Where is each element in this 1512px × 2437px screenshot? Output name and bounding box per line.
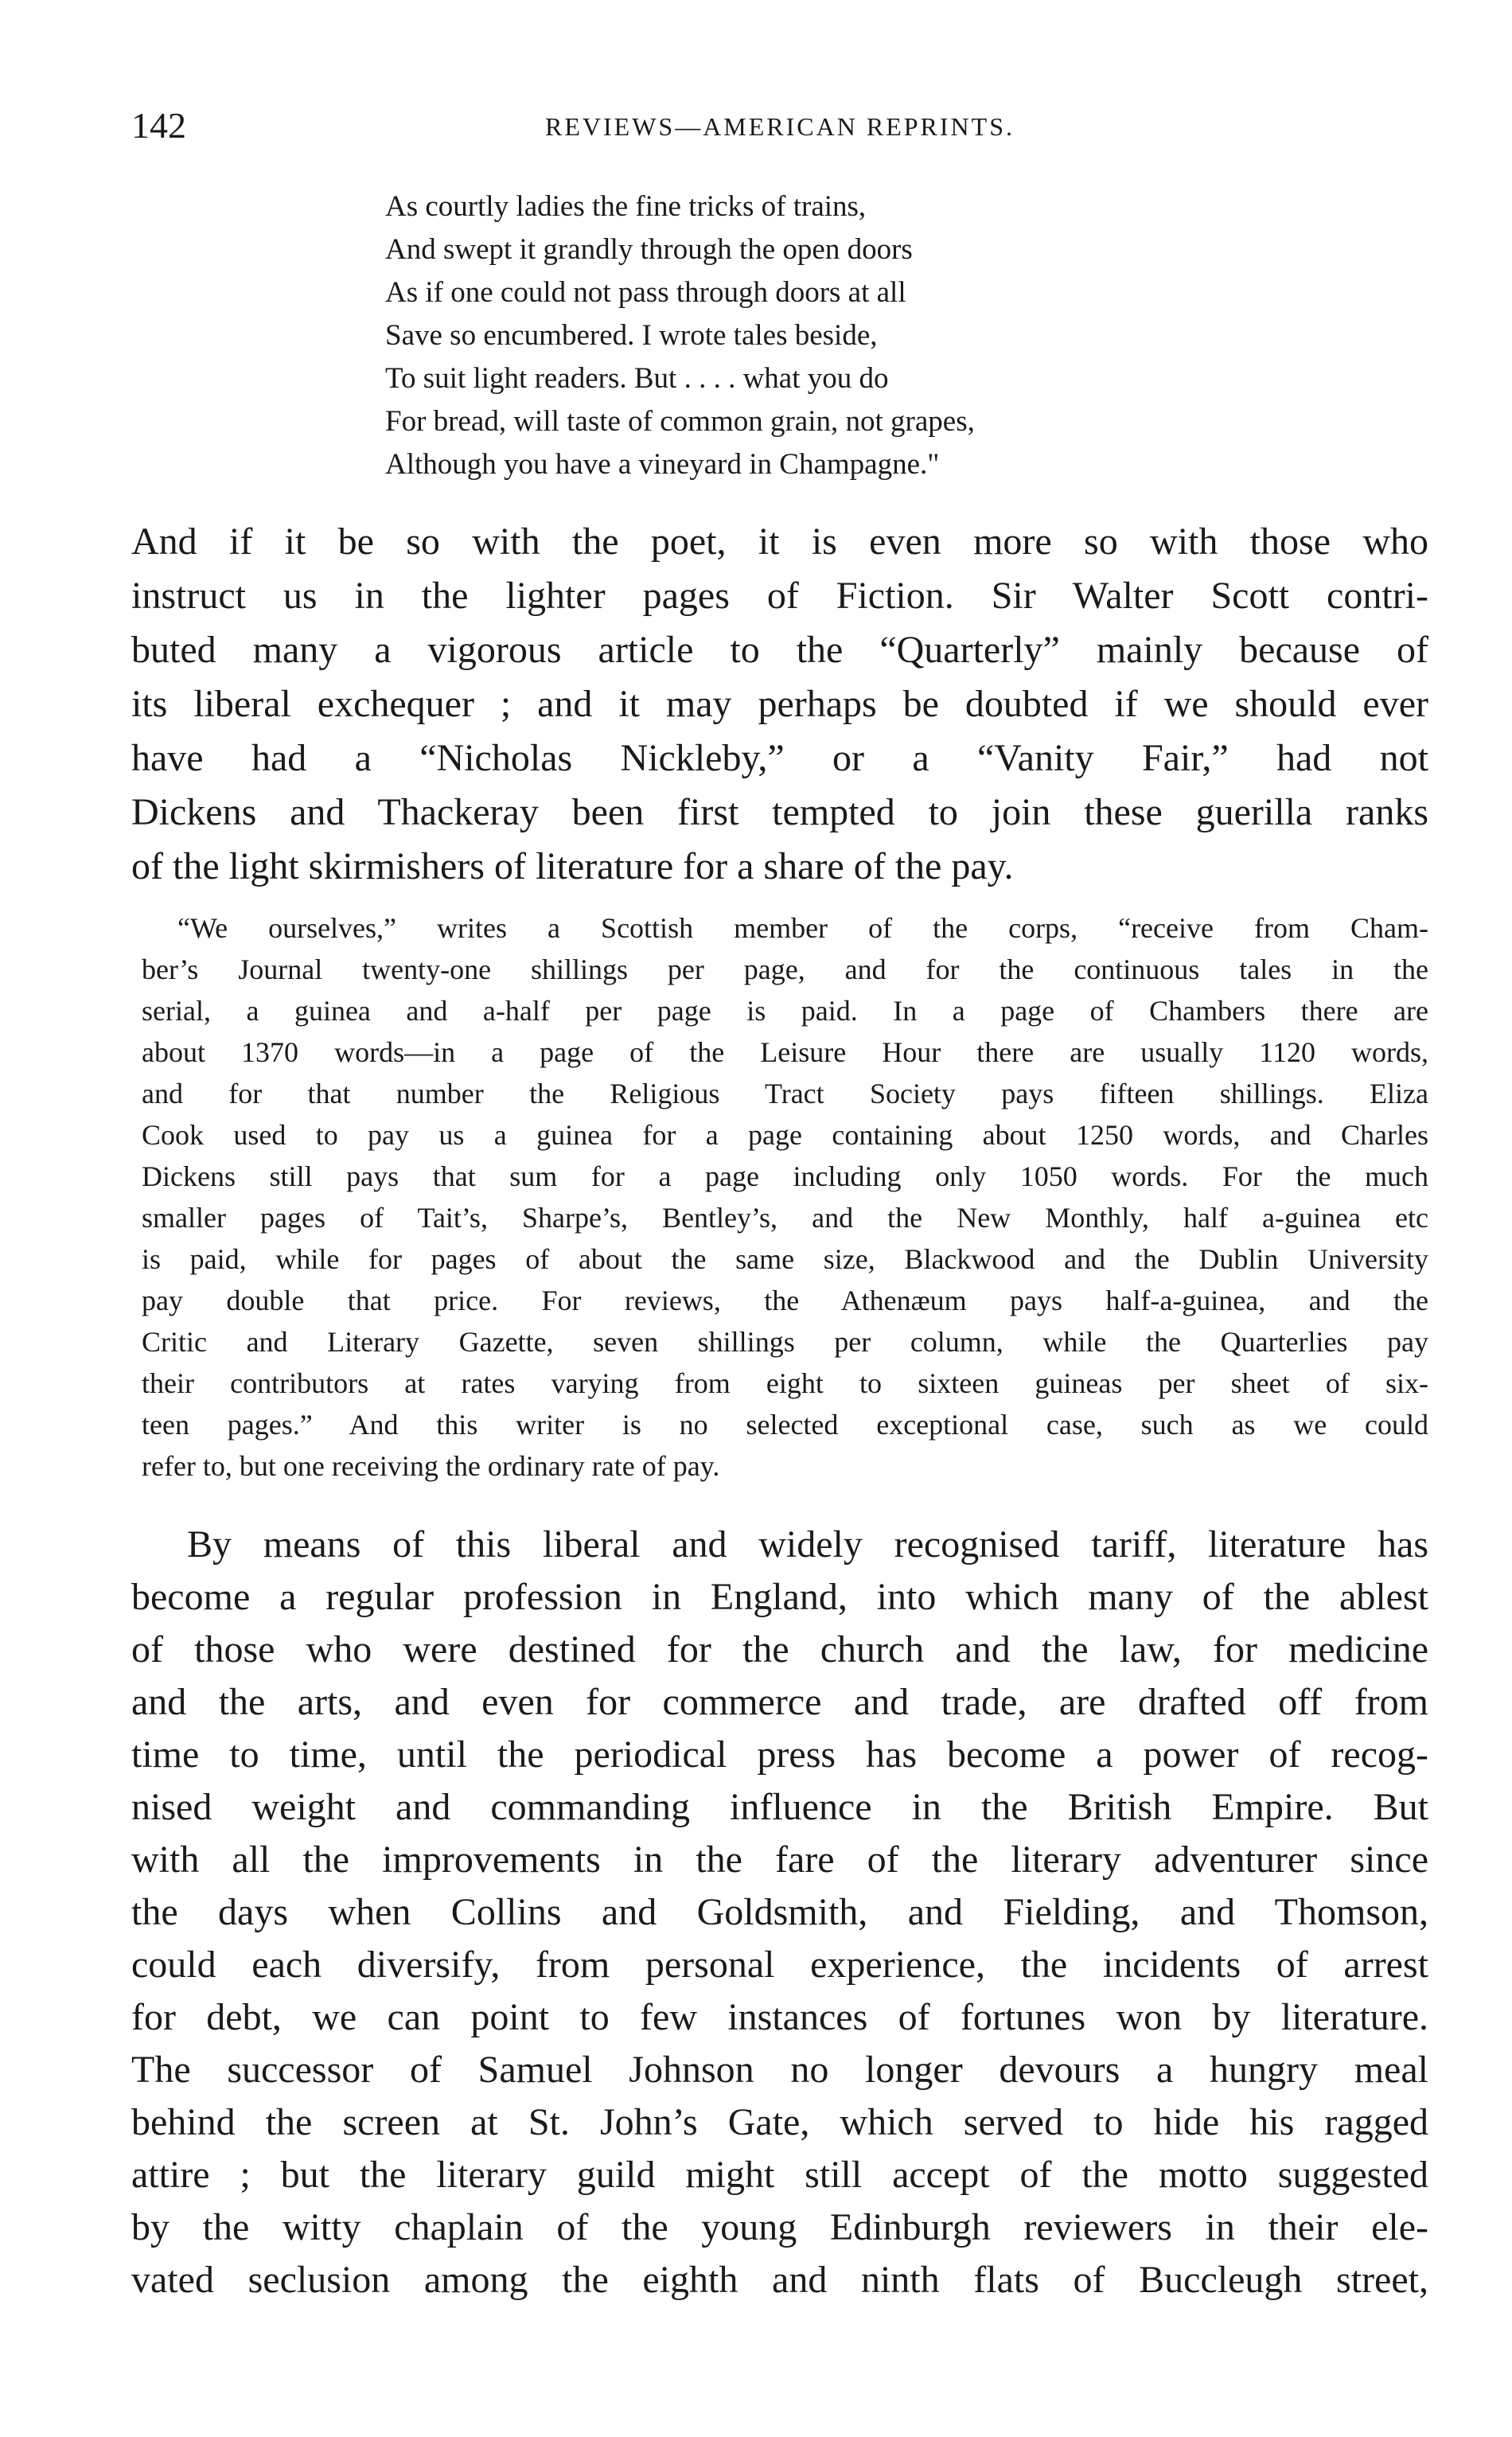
verse-line: For bread, will taste of common grain, not grapes,	[385, 405, 975, 438]
quote-line: refer to, but one receiving the ordinary rate of pay.	[142, 1450, 720, 1482]
quote-line: “We ourselves,” writes a Scottish member of the corps, “receive from Cham-	[177, 912, 1428, 944]
text-line: have had a “Nicholas Nickleby,” or a “Vanity Fair,” had not	[131, 737, 1428, 779]
text-line: Dickens and Thackeray been first tempted to join these guerilla ranks	[131, 791, 1428, 833]
quote-line: Dickens still pays that sum for a page including only 1050 words. For the much	[142, 1160, 1428, 1192]
text-line: become a regular profession in England, into which many of the ablest	[131, 1576, 1428, 1618]
quote-line: Critic and Literary Gazette, seven shillings per column, while the Quarterlies pay	[142, 1326, 1428, 1358]
text-line: of those who were destined for the church and the law, for medicine	[131, 1628, 1428, 1671]
text-line: behind the screen at St. John’s Gate, which served to hide his ragged	[131, 2101, 1428, 2143]
verse-line: Although you have a vineyard in Champagne."	[385, 448, 940, 481]
text-line: The successor of Samuel Johnson no longer devours a hungry meal	[131, 2049, 1428, 2091]
quote-line: about 1370 words—in a page of the Leisure Hour there are usually 1120 words,	[142, 1036, 1428, 1068]
text-line: By means of this liberal and widely recognised tariff, literature has	[187, 1523, 1428, 1566]
quote-line: their contributors at rates varying from eight to sixteen guineas per sheet of six-	[142, 1367, 1428, 1399]
quote-line: smaller pages of Tait’s, Sharpe’s, Bentley’s, and the New Monthly, half a-guinea etc	[142, 1202, 1428, 1234]
text-line: instruct us in the lighter pages of Fiction. Sir Walter Scott contri-	[131, 575, 1428, 617]
text-line: of the light skirmishers of literature for a share of the pay.	[131, 845, 1014, 887]
quote-line: is paid, while for pages of about the same size, Blackwood and the Dublin University	[142, 1243, 1428, 1275]
text-line: vated seclusion among the eighth and ninth flats of Buccleugh street,	[131, 2259, 1428, 2301]
quote-line: ber’s Journal twenty-one shillings per page, and for the continuous tales in the	[142, 953, 1428, 985]
verse-line: As if one could not pass through doors at all	[385, 276, 906, 309]
verse-line: As courtly ladies the fine tricks of trains,	[385, 190, 867, 223]
quote-line: Cook used to pay us a guinea for a page containing about 1250 words, and Charles	[142, 1119, 1428, 1151]
running-head: REVIEWS—AMERICAN REPRINTS.	[544, 112, 1015, 141]
text-line: the days when Collins and Goldsmith, and Fielding, and Thomson,	[131, 1891, 1428, 1933]
verse-line: And swept it grandly through the open doors	[385, 233, 913, 266]
page-number: 142	[131, 105, 186, 146]
quote-line: and for that number the Religious Tract Society pays fifteen shillings. Eliza	[142, 1078, 1428, 1109]
text-line: attire ; but the literary guild might still accept of the motto suggested	[131, 2154, 1428, 2196]
quote-line: serial, a guinea and a-half per page is paid. In a page of Chambers there are	[142, 995, 1428, 1027]
text-line: buted many a vigorous article to the “Quarterly” mainly because of	[131, 629, 1428, 671]
text-line: nised weight and commanding influence in the British Empire. But	[131, 1786, 1428, 1828]
text-line: time to time, until the periodical press has become a power of recog-	[131, 1733, 1428, 1776]
text-line: could each diversify, from personal experience, the incidents of arrest	[131, 1944, 1428, 1986]
verse-line: Save so encumbered. I wrote tales beside,	[385, 319, 878, 352]
text-line: And if it be so with the poet, it is even more so with those who	[131, 521, 1428, 563]
text-line: for debt, we can point to few instances of fortunes won by literature.	[131, 1996, 1428, 2038]
quote-line: teen pages.” And this writer is no selected exceptional case, such as we could	[142, 1409, 1428, 1441]
verse-line: To suit light readers. But . . . . what you do	[385, 362, 889, 395]
page-header	[131, 102, 1428, 150]
text-line: with all the improvements in the fare of the literary adventurer since	[131, 1838, 1428, 1881]
quote-line: pay double that price. For reviews, the Athenæum pays half-a-guinea, and the	[142, 1285, 1428, 1316]
text-line: its liberal exchequer ; and it may perhaps be doubted if we should ever	[131, 683, 1428, 725]
text-line: by the witty chaplain of the young Edinburgh reviewers in their ele-	[131, 2206, 1428, 2248]
text-line: and the arts, and even for commerce and trade, are drafted off from	[131, 1681, 1428, 1723]
